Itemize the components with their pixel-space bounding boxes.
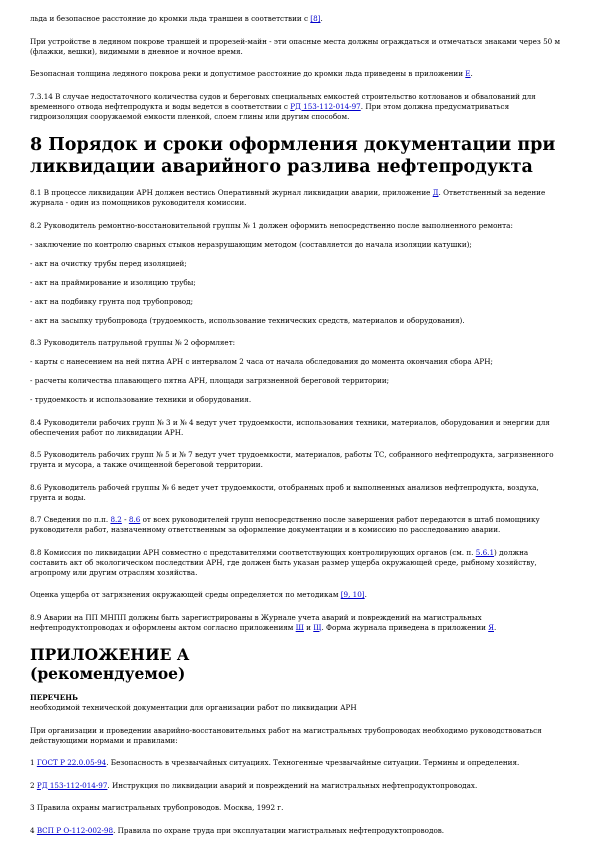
paragraph-8-5: 8.5 Руководитель рабочих групп № 5 и № 7 ведут учет трудоемкости, материалов, работы ТС, собранного нефтепродукта, загрязненного грунта и мусора, а также очищенной береговой территории. — [30, 450, 554, 469]
link-vsp-r-o-112-002-98[interactable]: ВСП Р О-112-002-98 — [36, 825, 114, 835]
paragraph-ice-distance: льда и безопасное расстояние до кромки льда траншеи в соответствии с [8]. — [30, 14, 323, 23]
reference-item: 1 ГОСТ Р 22.0.05-94. Безопасность в чрезвычайных ситуациях. Техногенные чрезвычайные ситуации. Термины и определения. — [30, 758, 520, 767]
appendix-a-heading: ПРИЛОЖЕНИЕ А (рекомендуемое) — [30, 645, 190, 683]
list-item: - заключение по контролю сварных стыков неразрушающим методом (составляется до начала изоляции катушки); — [30, 239, 472, 249]
list-item: - акт на засыпку трубопровода (трудоемкость, использование технических средств, материалов и оборудования). — [30, 315, 465, 325]
paragraph-8-6: 8.6 Руководитель рабочей группы № 6 ведет учет трудоемкости, отобранных проб и выполненных анализов нефтепродукта, воздуха, грунта и воды. — [30, 482, 539, 502]
list-item: - трудоемкость и использование техники и оборудования. — [30, 395, 252, 404]
paragraph-damage-assessment: Оценка ущерба от загрязнения окружающей среды определяется по методикам [9, 10]. — [30, 590, 367, 599]
link-gost-r-22-0-05-94[interactable]: ГОСТ Р 22.0.05-94 — [36, 758, 107, 767]
link-appendix-shch[interactable]: Щ — [313, 622, 322, 632]
paragraph-7-3-14: 7.3.14 В случае недостаточного количества судов и береговых специальных емкостей строительство котлованов и обвалований для временного отвода нефтепродукта и воды ведется в соответствии с РД 153-112-014-97. При этом должна предусматриваться гидроизоляция сооружаемой емкости пленкой, слоем глины или другим способом. — [30, 91, 536, 121]
paragraph-8-1: 8.1 В процессе ликвидации АРН должен вестись Оперативный журнал ликвидации аварии, приложение Д. Ответственный за ведение журнала - один из помощников руководителя комиссии. — [30, 188, 546, 207]
link-appendix-ya[interactable]: Я — [488, 622, 494, 632]
list-item: - акт на праймирование и изоляцию трубы; — [30, 277, 196, 287]
paragraph-8-2: 8.2 Руководитель ремонтно-восстановительной группы № 1 должен оформить непосредственно после выполненного ремонта: — [30, 220, 513, 230]
link-rd-153-112-014-97[interactable]: РД 153-112-014-97 — [290, 101, 361, 111]
reference-item: 4 ВСП Р О-112-002-98. Правила по охране труда при эксплуатации магистральных нефтепродуктопроводов. — [30, 825, 445, 835]
link-appendix-sh[interactable]: Ш — [295, 622, 304, 632]
link-rd-153-112-014-97-ref[interactable]: РД 153-112-014-97 — [36, 780, 108, 790]
paragraph-ice-thickness: Безопасная толщина ледяного покрова реки и допустимое расстояние до кромки льда приведены в приложении Е. — [30, 69, 473, 78]
paragraph-8-3: 8.3 Руководитель патрульной группы № 2 оформляет: — [30, 338, 236, 347]
link-appendix-e[interactable]: Е — [465, 69, 471, 78]
paragraph-trench-marking: При устройстве в ледяном покрове траншей и прорезей-майн - эти опасные места должны ограждаться и отмечаться знаками через 50 м (флажки, вешки), видимыми в дневное и ночное время. — [30, 36, 561, 56]
list-item: - акт на подбивку грунта под трубопровод; — [30, 296, 193, 306]
link-ref-9-10[interactable]: [9, 10] — [340, 590, 365, 599]
paragraph-8-4: 8.4 Руководители рабочих групп № 3 и № 4 ведут учет трудоемкости, использования техники, материалов, оборудования и энергии для обеспечения работ по ликвидации АРН. — [30, 417, 550, 437]
link-8-2[interactable]: 8.2 — [110, 515, 122, 524]
reference-item: 3 Правила охраны магистральных трубопроводов. Москва, 1992 г. — [30, 803, 284, 812]
list-title: ПЕРЕЧЕНЬ — [30, 693, 78, 702]
link-appendix-d[interactable]: Д — [432, 188, 439, 197]
link-ref-8[interactable]: [8] — [310, 14, 321, 23]
link-5-6-1[interactable]: 5.6.1 — [475, 547, 495, 557]
list-item: - расчеты количества плавающего пятна АРН, площади загрязненной береговой территории; — [30, 376, 390, 385]
section-8-heading: 8 Порядок и сроки оформления документации при ликвидации аварийного разлива нефтепродукта — [30, 135, 556, 177]
list-subtitle: необходимой технической документации для организации работ по ликвидации АРН — [30, 703, 357, 712]
paragraph-norms-intro: При организации и проведении аварийно-восстановительных работ на магистральных трубопроводах необходимо руководствоваться действующими нормами и правилами: — [30, 725, 542, 745]
paragraph-8-9: 8.9 Аварии на ПП МНПП должны быть зарегистрированы в Журнале учета аварий и повреждений на магистральных нефтепродуктопроводах и оформлены актом согласно приложениям Ш и Щ. Форма журнала приведена в приложении Я. — [30, 612, 497, 632]
paragraph-8-7: 8.7 Сведения по п.п. 8.2 - 8.6 от всех руководителей групп непосредственно после завершения работ передаются в штаб помощнику руководителя работ, назначенному ответственным за оформление документации и в комиссию по расследованию аварии. — [30, 515, 540, 534]
list-item: - карты с нанесением на ней пятна АРН с интервалом 2 часа от начала обследования до момента окончания сбора АРН; — [30, 357, 493, 366]
list-item: - акт на очистку трубы перед изоляцией; — [30, 258, 187, 268]
paragraph-8-8: 8.8 Комиссия по ликвидации АРН совместно с представителями соответствующих контролирующих органов (см. п. 5.6.1) должна составить акт об экологическом последствии АРН, где должен быть указан размер ущерба окружающей среде, рыбному хозяйству, агропрому или другим отраслям хозяйства. — [30, 547, 537, 577]
link-8-6[interactable]: 8.6 — [128, 515, 141, 524]
reference-item: 2 РД 153-112-014-97. Инструкция по ликвидации аварий и повреждений на магистральных нефтепродуктопроводах. — [30, 780, 478, 790]
